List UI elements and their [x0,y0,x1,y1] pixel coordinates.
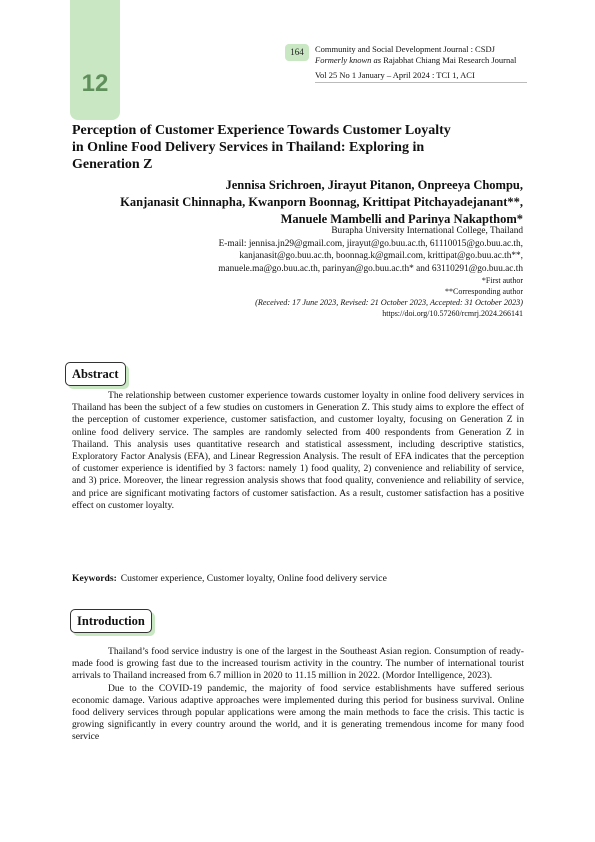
page-number-badge: 164 [285,44,309,61]
keywords [72,573,387,584]
submission-dates: (Received: 17 June 2023, Revised: 21 October 2023, Accepted: 31 October 2023) [255,298,523,307]
author-line: Kanjanasit Chinnapha, Kwanporn Boonnag, Krittipat Pitchayadejanant**, [120,195,523,209]
keywords-text: Customer experience, Customer loyalty, Online food delivery service [120,573,387,584]
author-list [60,177,523,228]
email-line: E-mail: jennisa.jn29@gmail.com, jirayut@go.buu.ac.th, 61110015@go.buu.ac.th, [218,238,523,249]
doi-link[interactable]: https://doi.org/10.57260/rcmrj.2024.266141 [382,309,523,318]
author-line: Jennisa Srichroen, Jirayut Pitanon, Onpreeya Chompu, [225,178,523,192]
corresponding-author-note: **Corresponding author [445,287,523,296]
title-line: Perception of Customer Experience Towards Customer Loyalty [72,123,451,138]
chapter-number: 12 [81,70,109,97]
affiliation: Burapha University International College, Thailand [331,226,523,236]
abstract-heading: Abstract [65,362,126,386]
title-line: in Online Food Delivery Services in Thailand: Exploring in [72,140,425,155]
introduction-body [72,646,524,744]
journal-volume: Vol 25 No 1 January – April 2024 : TCI 1, ACI [315,70,527,83]
author-line: Manuele Mambelli and Parinya Nakapthom* [280,212,523,226]
journal-name: Community and Social Development Journal : CSDJ [315,44,495,54]
abstract-body [72,390,524,512]
intro-paragraph-2: Due to the COVID-19 pandemic, the majority of food service establishments have suffered serious economic damage. Various adaptive approaches were implemented during this period for business survival. Online food delivery services through popular applications were among the main methods to face the crisis. This tactic is growing significantly in every country around the world, and it is generating tremendous income for many food service [72,682,524,743]
first-author-note: *First author [481,276,523,285]
abstract-paragraph: The relationship between customer experience towards customer loyalty in online food delivery services in Thailand has been the subject of a few studies on customers in Generation Z. This study aims to explore the effect of the perception of customer experience, customer satisfaction, and customer loyalty, focusing on Generation Z in online food delivery service. The samples are randomly selected from 400 respondents from Generation Z in Thailand. This analysis uses quantitative research and statistical assessment, including descriptive statistics, Exploratory Factor Analysis (EFA), and Linear Regression Analysis. The result of EFA indicates that the perception of customer experience is identified by 3 factors: namely 1) food quality, 2) convenience and reliability of service, and 3) price. Moreover, the linear regression analysis shows that food quality, convenience and reliability of service, and price are significant motivating factors of customer satisfaction. As a result, customer satisfaction has a positive effect on customer loyalty. [72,390,524,511]
journal-former-name [315,55,516,65]
title-line: Generation Z [72,157,153,172]
journal-former-label: Formerly known as [315,55,382,65]
intro-paragraph-1: Thailand’s food service industry is one of the largest in the Southeast Asian region. Consumption of ready-made food is growing fast due to the increased tourism activity in the country. The number of international tourist arrivals to Thailand increased from 6.7 million in 2020 to 11.15 million in 2022. (Mordor Intelligence, 2023). [72,646,524,682]
journal-former-title: Rajabhat Chiang Mai Research Journal [383,55,517,65]
paper-title [72,122,527,173]
introduction-heading: Introduction [70,609,152,633]
author-metadata [63,225,523,319]
chapter-tab [70,0,120,120]
email-line: manuele.ma@go.buu.ac.th, parinyan@go.buu.ac.th* and 63110291@go.buu.ac.th [218,263,523,274]
email-line: kanjanasit@go.buu.ac.th, boonnag.k@gmail.com, krittipat@go.buu.ac.th**, [239,251,523,261]
keywords-label: Keywords: [72,573,117,584]
